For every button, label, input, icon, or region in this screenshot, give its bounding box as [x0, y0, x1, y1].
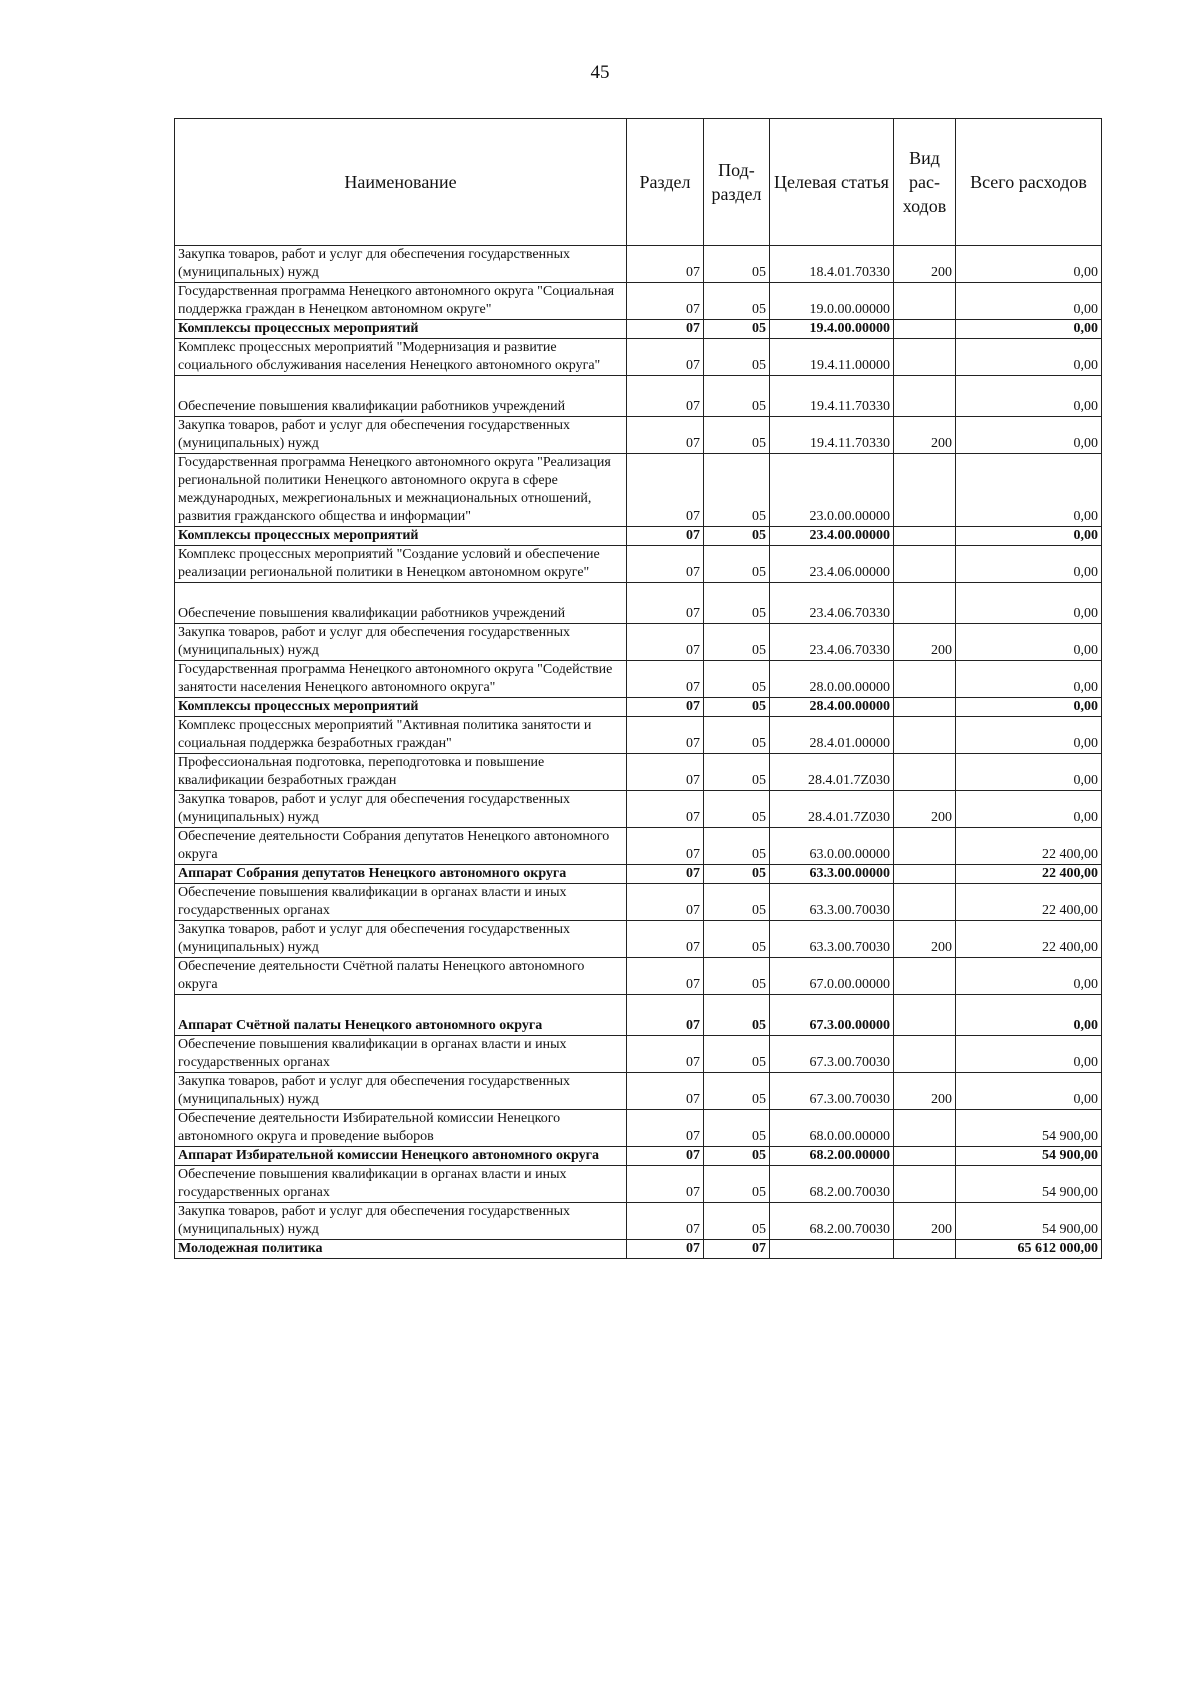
- cell-razdel: 07: [627, 1110, 704, 1147]
- cell-name: Закупка товаров, работ и услуг для обеспечения государственных (муниципальных) нужд: [175, 1203, 627, 1240]
- cell-statya: 23.0.00.00000: [770, 454, 894, 527]
- cell-podrazdel: 05: [704, 1147, 770, 1166]
- cell-statya: 19.4.11.00000: [770, 339, 894, 376]
- cell-vid: [894, 995, 956, 1036]
- table-row: [175, 1147, 1102, 1166]
- cell-total: 0,00: [956, 546, 1102, 583]
- cell-vid: 200: [894, 791, 956, 828]
- cell-total: 0,00: [956, 1073, 1102, 1110]
- cell-razdel: 07: [627, 417, 704, 454]
- cell-razdel: 07: [627, 958, 704, 995]
- cell-razdel: 07: [627, 1166, 704, 1203]
- cell-podrazdel: 05: [704, 698, 770, 717]
- cell-name: Закупка товаров, работ и услуг для обеспечения государственных (муниципальных) нужд: [175, 417, 627, 454]
- cell-total: 54 900,00: [956, 1110, 1102, 1147]
- cell-vid: [894, 1036, 956, 1073]
- cell-statya: 68.2.00.70030: [770, 1203, 894, 1240]
- header-row: [175, 119, 1102, 246]
- cell-total: 54 900,00: [956, 1147, 1102, 1166]
- cell-podrazdel: 05: [704, 995, 770, 1036]
- table-row: [175, 417, 1102, 454]
- cell-podrazdel: 05: [704, 246, 770, 283]
- cell-razdel: 07: [627, 921, 704, 958]
- cell-vid: 200: [894, 1203, 956, 1240]
- table-row: [175, 717, 1102, 754]
- cell-name: Закупка товаров, работ и услуг для обеспечения государственных (муниципальных) нужд: [175, 921, 627, 958]
- cell-podrazdel: 05: [704, 661, 770, 698]
- header-statya: Целевая статья: [770, 119, 894, 246]
- cell-vid: [894, 958, 956, 995]
- table-row: [175, 583, 1102, 624]
- cell-total: 0,00: [956, 995, 1102, 1036]
- table-row: [175, 1073, 1102, 1110]
- table-row: [175, 376, 1102, 417]
- cell-name: Аппарат Избирательной комиссии Ненецкого автономного округа: [175, 1147, 627, 1166]
- cell-vid: 200: [894, 1073, 956, 1110]
- cell-total: 0,00: [956, 417, 1102, 454]
- table-row: [175, 1240, 1102, 1259]
- table-row: [175, 921, 1102, 958]
- cell-total: 0,00: [956, 958, 1102, 995]
- cell-statya: 28.4.01.00000: [770, 717, 894, 754]
- cell-podrazdel: 05: [704, 527, 770, 546]
- cell-total: 0,00: [956, 339, 1102, 376]
- table-row: [175, 754, 1102, 791]
- cell-podrazdel: 05: [704, 828, 770, 865]
- cell-statya: 28.4.01.7Z030: [770, 754, 894, 791]
- cell-statya: 18.4.01.70330: [770, 246, 894, 283]
- cell-razdel: 07: [627, 828, 704, 865]
- cell-name: Обеспечение повышения квалификации в органах власти и иных государственных органах: [175, 1036, 627, 1073]
- cell-total: 0,00: [956, 791, 1102, 828]
- cell-statya: 67.3.00.70030: [770, 1036, 894, 1073]
- cell-total: 0,00: [956, 754, 1102, 791]
- table-row: [175, 624, 1102, 661]
- cell-name: Государственная программа Ненецкого автономного округа "Содействие занятости населения Ненецкого автономного округа": [175, 661, 627, 698]
- cell-total: 0,00: [956, 624, 1102, 661]
- cell-name: Обеспечение повышения квалификации работников учреждений: [175, 376, 627, 417]
- cell-razdel: 07: [627, 339, 704, 376]
- table-row: [175, 958, 1102, 995]
- table-row: [175, 791, 1102, 828]
- table-header: [175, 119, 1102, 246]
- cell-razdel: 07: [627, 1147, 704, 1166]
- cell-total: 0,00: [956, 454, 1102, 527]
- cell-razdel: 07: [627, 1203, 704, 1240]
- cell-podrazdel: 05: [704, 376, 770, 417]
- cell-podrazdel: 05: [704, 417, 770, 454]
- cell-name: Обеспечение деятельности Собрания депутатов Ненецкого автономного округа: [175, 828, 627, 865]
- cell-name: Комплекс процессных мероприятий "Создание условий и обеспечение реализации региональной политики в Ненецком автономном округе": [175, 546, 627, 583]
- cell-podrazdel: 05: [704, 865, 770, 884]
- cell-statya: 68.2.00.00000: [770, 1147, 894, 1166]
- cell-razdel: 07: [627, 698, 704, 717]
- header-name: Наименование: [175, 119, 627, 246]
- cell-podrazdel: 05: [704, 1166, 770, 1203]
- cell-total: 0,00: [956, 283, 1102, 320]
- table-body: [175, 246, 1102, 1259]
- table-row: [175, 1036, 1102, 1073]
- cell-statya: 19.4.00.00000: [770, 320, 894, 339]
- cell-vid: [894, 1147, 956, 1166]
- cell-statya: 68.2.00.70030: [770, 1166, 894, 1203]
- cell-name: Государственная программа Ненецкого автономного округа "Социальная поддержка граждан в Ненецком автономном округе": [175, 283, 627, 320]
- cell-total: 22 400,00: [956, 865, 1102, 884]
- cell-statya: 19.0.00.00000: [770, 283, 894, 320]
- cell-statya: 68.0.00.00000: [770, 1110, 894, 1147]
- cell-vid: [894, 527, 956, 546]
- cell-podrazdel: 05: [704, 454, 770, 527]
- cell-razdel: 07: [627, 1036, 704, 1073]
- cell-podrazdel: 05: [704, 754, 770, 791]
- cell-total: 0,00: [956, 1036, 1102, 1073]
- header-razdel: Раздел: [627, 119, 704, 246]
- cell-total: 0,00: [956, 583, 1102, 624]
- header-total: Всего расходов: [956, 119, 1102, 246]
- cell-total: 54 900,00: [956, 1166, 1102, 1203]
- table-row: [175, 661, 1102, 698]
- cell-podrazdel: 05: [704, 791, 770, 828]
- cell-total: 0,00: [956, 376, 1102, 417]
- cell-name: Закупка товаров, работ и услуг для обеспечения государственных (муниципальных) нужд: [175, 246, 627, 283]
- cell-razdel: 07: [627, 1073, 704, 1110]
- cell-statya: 63.3.00.70030: [770, 921, 894, 958]
- cell-podrazdel: 05: [704, 546, 770, 583]
- cell-vid: [894, 1240, 956, 1259]
- cell-name: Обеспечение деятельности Избирательной комиссии Ненецкого автономного округа и проведение выборов: [175, 1110, 627, 1147]
- budget-table: [174, 118, 1102, 1259]
- cell-podrazdel: 05: [704, 624, 770, 661]
- cell-name: Комплекс процессных мероприятий "Модернизация и развитие социального обслуживания населения Ненецкого автономного округа": [175, 339, 627, 376]
- table-row: [175, 546, 1102, 583]
- cell-vid: [894, 320, 956, 339]
- cell-vid: [894, 698, 956, 717]
- cell-vid: [894, 717, 956, 754]
- cell-podrazdel: 05: [704, 1073, 770, 1110]
- table-row: [175, 828, 1102, 865]
- cell-name: Обеспечение повышения квалификации в органах власти и иных государственных органах: [175, 1166, 627, 1203]
- cell-statya: 28.4.01.7Z030: [770, 791, 894, 828]
- cell-statya: 63.3.00.70030: [770, 884, 894, 921]
- cell-name: Аппарат Счётной палаты Ненецкого автономного округа: [175, 995, 627, 1036]
- table-row: [175, 884, 1102, 921]
- cell-name: Аппарат Собрания депутатов Ненецкого автономного округа: [175, 865, 627, 884]
- cell-vid: [894, 583, 956, 624]
- cell-razdel: 07: [627, 376, 704, 417]
- table-row: [175, 995, 1102, 1036]
- cell-statya: 23.4.06.00000: [770, 546, 894, 583]
- cell-statya: [770, 1240, 894, 1259]
- cell-vid: [894, 1110, 956, 1147]
- cell-name: Молодежная политика: [175, 1240, 627, 1259]
- cell-total: 0,00: [956, 661, 1102, 698]
- cell-statya: 23.4.06.70330: [770, 583, 894, 624]
- table-row: [175, 339, 1102, 376]
- table-row: [175, 698, 1102, 717]
- cell-statya: 28.0.00.00000: [770, 661, 894, 698]
- cell-vid: [894, 454, 956, 527]
- cell-razdel: 07: [627, 791, 704, 828]
- cell-statya: 19.4.11.70330: [770, 417, 894, 454]
- cell-vid: 200: [894, 246, 956, 283]
- cell-razdel: 07: [627, 717, 704, 754]
- cell-vid: [894, 828, 956, 865]
- cell-name: Комплексы процессных мероприятий: [175, 320, 627, 339]
- cell-razdel: 07: [627, 546, 704, 583]
- page-number: 45: [590, 62, 610, 83]
- cell-name: Обеспечение повышения квалификации работников учреждений: [175, 583, 627, 624]
- cell-vid: [894, 1166, 956, 1203]
- cell-name: Закупка товаров, работ и услуг для обеспечения государственных (муниципальных) нужд: [175, 624, 627, 661]
- cell-vid: [894, 339, 956, 376]
- cell-razdel: 07: [627, 527, 704, 546]
- table-row: [175, 283, 1102, 320]
- cell-razdel: 07: [627, 624, 704, 661]
- cell-statya: 19.4.11.70330: [770, 376, 894, 417]
- cell-vid: [894, 865, 956, 884]
- cell-total: 65 612 000,00: [956, 1240, 1102, 1259]
- cell-name: Комплексы процессных мероприятий: [175, 527, 627, 546]
- cell-podrazdel: 05: [704, 320, 770, 339]
- cell-total: 0,00: [956, 717, 1102, 754]
- cell-statya: 67.3.00.70030: [770, 1073, 894, 1110]
- cell-razdel: 07: [627, 454, 704, 527]
- cell-total: 54 900,00: [956, 1203, 1102, 1240]
- table-row: [175, 1110, 1102, 1147]
- cell-razdel: 07: [627, 320, 704, 339]
- cell-razdel: 07: [627, 661, 704, 698]
- cell-statya: 67.3.00.00000: [770, 995, 894, 1036]
- cell-total: 0,00: [956, 320, 1102, 339]
- cell-razdel: 07: [627, 865, 704, 884]
- cell-name: Обеспечение повышения квалификации в органах власти и иных государственных органах: [175, 884, 627, 921]
- cell-podrazdel: 05: [704, 1110, 770, 1147]
- cell-statya: 23.4.06.70330: [770, 624, 894, 661]
- cell-total: 22 400,00: [956, 828, 1102, 865]
- cell-name: Обеспечение деятельности Счётной палаты Ненецкого автономного округа: [175, 958, 627, 995]
- cell-podrazdel: 05: [704, 583, 770, 624]
- cell-razdel: 07: [627, 995, 704, 1036]
- cell-statya: 63.3.00.00000: [770, 865, 894, 884]
- table-row: [175, 1166, 1102, 1203]
- header-vid: Вид рас-ходов: [894, 119, 956, 246]
- table-row: [175, 527, 1102, 546]
- cell-name: Закупка товаров, работ и услуг для обеспечения государственных (муниципальных) нужд: [175, 791, 627, 828]
- cell-name: Профессиональная подготовка, переподготовка и повышение квалификации безработных граждан: [175, 754, 627, 791]
- table-row: [175, 865, 1102, 884]
- cell-name: Закупка товаров, работ и услуг для обеспечения государственных (муниципальных) нужд: [175, 1073, 627, 1110]
- header-podrazdel: Под-раздел: [704, 119, 770, 246]
- cell-vid: [894, 884, 956, 921]
- cell-podrazdel: 05: [704, 717, 770, 754]
- table-row: [175, 454, 1102, 527]
- cell-razdel: 07: [627, 754, 704, 791]
- cell-vid: 200: [894, 921, 956, 958]
- cell-statya: 23.4.00.00000: [770, 527, 894, 546]
- cell-statya: 28.4.00.00000: [770, 698, 894, 717]
- table-row: [175, 1203, 1102, 1240]
- cell-podrazdel: 05: [704, 1036, 770, 1073]
- cell-podrazdel: 05: [704, 1203, 770, 1240]
- cell-total: 0,00: [956, 527, 1102, 546]
- cell-razdel: 07: [627, 583, 704, 624]
- cell-razdel: 07: [627, 283, 704, 320]
- cell-vid: [894, 546, 956, 583]
- cell-statya: 63.0.00.00000: [770, 828, 894, 865]
- cell-podrazdel: 05: [704, 283, 770, 320]
- cell-vid: [894, 376, 956, 417]
- table-row: [175, 320, 1102, 339]
- cell-name: Государственная программа Ненецкого автономного округа "Реализация региональной политики Ненецкого автономного округа в сфере международных, межрегиональных и межнациональных отношений, развития гражданского общества и информации": [175, 454, 627, 527]
- cell-name: Комплекс процессных мероприятий "Активная политика занятости и социальная поддержка безработных граждан": [175, 717, 627, 754]
- table-row: [175, 246, 1102, 283]
- cell-podrazdel: 05: [704, 921, 770, 958]
- cell-podrazdel: 05: [704, 958, 770, 995]
- cell-statya: 67.0.00.00000: [770, 958, 894, 995]
- cell-total: 0,00: [956, 246, 1102, 283]
- cell-podrazdel: 07: [704, 1240, 770, 1259]
- cell-vid: [894, 661, 956, 698]
- cell-total: 0,00: [956, 698, 1102, 717]
- cell-vid: [894, 283, 956, 320]
- cell-razdel: 07: [627, 246, 704, 283]
- cell-total: 22 400,00: [956, 884, 1102, 921]
- cell-razdel: 07: [627, 1240, 704, 1259]
- cell-total: 22 400,00: [956, 921, 1102, 958]
- cell-vid: 200: [894, 624, 956, 661]
- cell-podrazdel: 05: [704, 339, 770, 376]
- cell-name: Комплексы процессных мероприятий: [175, 698, 627, 717]
- cell-razdel: 07: [627, 884, 704, 921]
- cell-vid: 200: [894, 417, 956, 454]
- cell-podrazdel: 05: [704, 884, 770, 921]
- cell-vid: [894, 754, 956, 791]
